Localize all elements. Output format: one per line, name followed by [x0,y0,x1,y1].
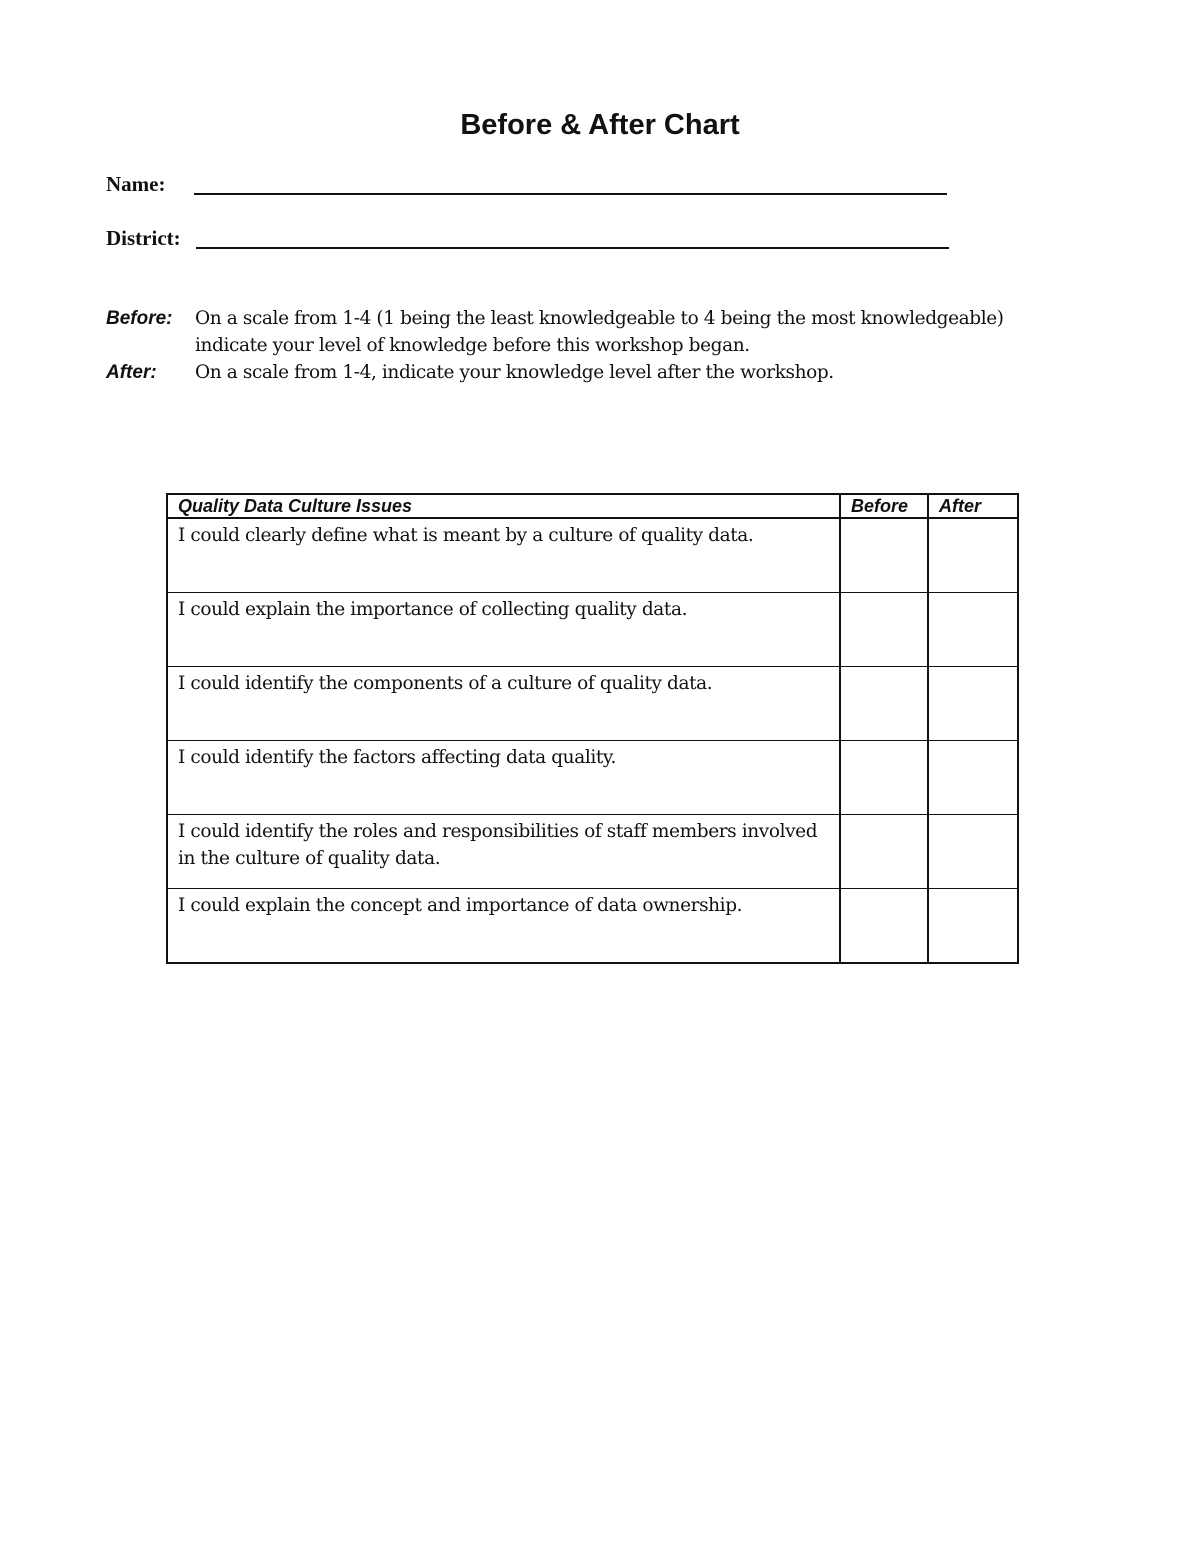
table-row [167,889,1018,964]
after-rating-cell[interactable] [928,741,1018,815]
before-rating-cell[interactable] [840,667,928,741]
after-rating-cell[interactable] [928,593,1018,667]
before-instruction-line-1: On a scale from 1-4 (1 being the least knowledgeable to 4 being the most knowledgeable) [195,308,1004,329]
after-rating-cell[interactable] [928,815,1018,889]
before-rating-cell[interactable] [840,815,928,889]
table-row [167,518,1018,593]
after-instruction-label: After: [106,362,157,383]
table-row [167,741,1018,815]
name-field-line[interactable] [194,193,947,195]
issue-cell: I could identify the factors affecting data quality. [167,741,840,815]
issue-cell: I could explain the importance of collecting quality data. [167,593,840,667]
before-rating-cell[interactable] [840,593,928,667]
name-label: Name: [106,172,166,196]
before-instruction-label: Before: [106,308,173,329]
table-header-row [167,494,1018,518]
table-row [167,815,1018,889]
header-issues: Quality Data Culture Issues [167,494,840,518]
district-label: District: [106,226,181,250]
issue-cell: I could identify the components of a culture of quality data. [167,667,840,741]
table-row [167,593,1018,667]
before-after-table [166,493,1019,964]
after-rating-cell[interactable] [928,667,1018,741]
before-rating-cell[interactable] [840,889,928,964]
issue-cell: I could clearly define what is meant by a culture of quality data. [167,518,840,593]
issue-cell: I could explain the concept and importance of data ownership. [167,889,840,964]
after-rating-cell[interactable] [928,518,1018,593]
before-instruction-line-2: indicate your level of knowledge before this workshop began. [195,335,750,356]
before-rating-cell[interactable] [840,518,928,593]
before-rating-cell[interactable] [840,741,928,815]
after-rating-cell[interactable] [928,889,1018,964]
header-after: After [928,494,1018,518]
district-field-line[interactable] [196,247,949,249]
after-instruction-text: On a scale from 1-4, indicate your knowledge level after the workshop. [195,362,834,383]
header-before: Before [840,494,928,518]
table-row [167,667,1018,741]
page-title: Before & After Chart [460,109,740,141]
issue-cell: I could identify the roles and responsibilities of staff members involved in the culture of quality data. [167,815,840,889]
